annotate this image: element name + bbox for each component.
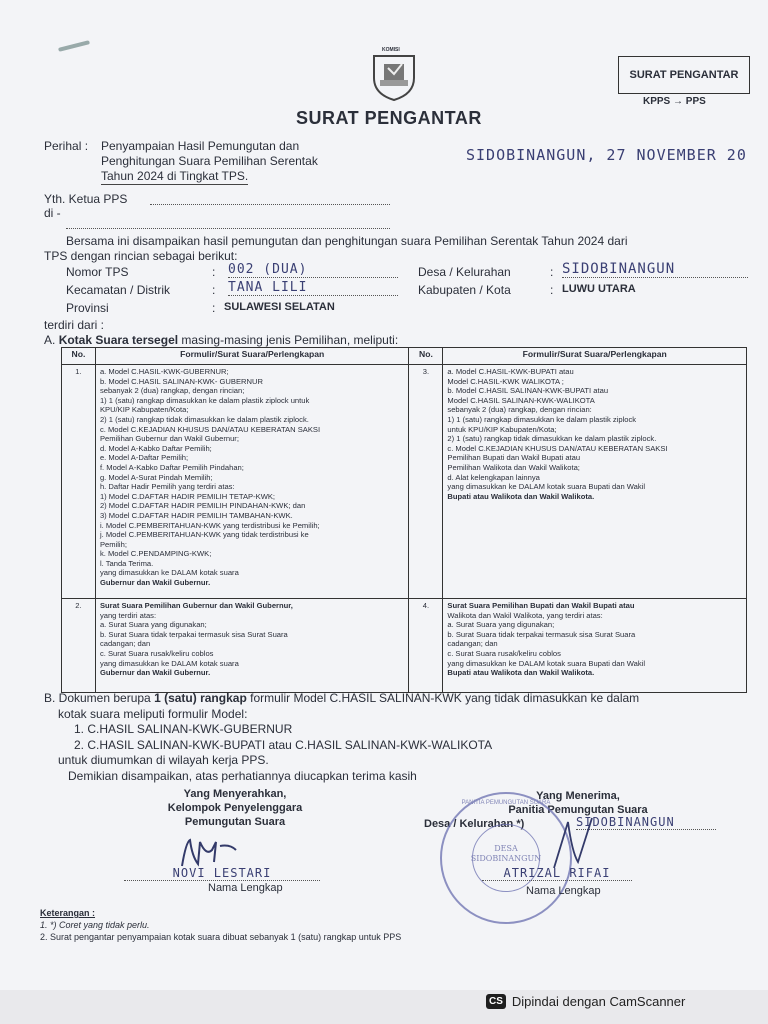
cell-line: yang dimasukkan ke DALAM kotak suara Bupati dan Wakil — [447, 482, 646, 492]
section-b-text-a: B. Dokumen berupa — [44, 691, 151, 705]
cell-line: a. Surat Suara yang digunakan; — [99, 620, 207, 630]
section-b-bold: 1 (satu) rangkap — [154, 691, 247, 705]
right-sign-caption: Nama Lengkap — [526, 885, 601, 897]
terdiri-label: terdiri dari : — [44, 318, 105, 332]
perihal-line-2: Penghitungan Suara Pemilihan Serentak — [101, 154, 318, 168]
header-form-1: Formulir/Surat Suara/Perlengkapan — [95, 348, 409, 365]
surat-pengantar-box — [618, 56, 750, 94]
table-row — [62, 599, 747, 693]
cell-line: g. Model A-Surat Pindah Memilih; — [99, 472, 213, 482]
left-sign-line-1: Yang Menyerahkan, — [183, 788, 287, 800]
stamp-inner-text — [462, 844, 550, 864]
header-form-2: Formulir/Surat Suara/Perlengkapan — [443, 348, 747, 365]
cell-line: e. Model A-Daftar Pemilih; — [99, 453, 189, 463]
desa-value: SIDOBINANGUN — [562, 261, 748, 278]
left-signature-block — [140, 787, 330, 829]
row1-no-right: 3. — [409, 365, 443, 599]
cell-line: Bupati atau Walikota dan Wakil Walikota. — [447, 491, 595, 501]
scanner-watermark — [486, 990, 685, 1012]
section-a-rest: masing-masing jenis Pemilihan, meliputi: — [181, 333, 399, 347]
cell-line: Pemilihan Bupati dan Wakil Bupati atau — [447, 453, 581, 463]
cell-line: sebanyak 2 (dua) rangkap, dengan rincian; — [99, 386, 245, 396]
perihal-label: Perihal : — [44, 139, 89, 153]
pen-mark — [58, 40, 90, 52]
cell-line: yang dimasukkan ke DALAM kotak suara Bupati dan Wakil — [447, 658, 646, 668]
desa-label: Desa / Kelurahan — [418, 265, 511, 279]
logo-text-top: KOMISI — [382, 47, 400, 53]
cell-line: d. Model A-Kabko Daftar Pemilih; — [99, 443, 212, 453]
cell-line: b. Model C.HASIL SALINAN-KWK-BUPATI atau — [447, 386, 609, 396]
cell-line: c. Model C.KEJADIAN KHUSUS DAN/ATAU KEBERATAN SAKSI — [447, 443, 668, 453]
row1-cell-left — [95, 365, 409, 599]
cell-line: a. Model C.HASIL-KWK-BUPATI atau — [447, 367, 574, 376]
page-title: SURAT PENGANTAR — [296, 108, 482, 128]
section-b-line-1 — [44, 691, 639, 707]
cell-line: i. Model C.PEMBERITAHUAN-KWK yang terdistribusi ke Pemilih; — [99, 520, 320, 530]
addressee-line-1 — [150, 204, 390, 205]
stamp-ring-text: PANITIA PEMUNGUTAN SUARA — [461, 800, 551, 806]
cell-line: yang dimasukkan ke DALAM kotak suara — [99, 658, 239, 668]
kecamatan-value: TANA LILI — [228, 280, 398, 296]
kabupaten-sep: : — [550, 283, 554, 297]
cell-line: l. Tanda Terima. — [99, 558, 154, 568]
cell-line: 1) 1 (satu) rangkap dimasukkan ke dalam plastik ziplock untuk — [99, 395, 310, 405]
section-a-bold: Kotak Suara tersegel — [58, 333, 179, 347]
cell-line: c. Model C.KEJADIAN KHUSUS DAN/ATAU KEBERATAN SAKSI — [99, 424, 321, 434]
cell-line: 1) 1 (satu) rangkap dimasukkan ke dalam plastik ziplock — [447, 414, 637, 424]
cell-line: Gubernur dan Wakil Gubernur. — [99, 668, 211, 678]
row2-no-left: 2. — [62, 599, 96, 693]
perihal-line-3: Tahun 2024 di Tingkat TPS. — [101, 169, 249, 183]
cell-line: h. Daftar Hadir Pemilih yang terdiri atas: — [99, 482, 235, 492]
cell-line: Model C.HASIL SALINAN-KWK-WALIKOTA — [447, 395, 595, 405]
provinsi-sep: : — [212, 301, 216, 315]
contents-table — [61, 347, 747, 693]
cell-line: Walikota dan Wakil Walikota, yang terdiri atas: — [447, 610, 603, 620]
cell-line: j. Model C.PEMBERITAHUAN-KWK yang tidak terdistribusi ke — [99, 530, 309, 540]
left-sign-name: NOVI LESTARI — [124, 866, 320, 881]
stamp-inner-line-1: DESA — [494, 844, 518, 853]
right-sign-line-1: Yang Menerima, — [536, 790, 620, 802]
cell-line: Pemilihan Gubernur dan Wakil Gubernur; — [99, 434, 239, 444]
box-label: SURAT PENGANTAR — [629, 69, 739, 81]
stamp-inner-line-2: SIDOBINANGUN — [470, 854, 542, 863]
right-sign-desa: SIDOBINANGUN — [576, 815, 716, 830]
cell-line: 2) Model C.DAFTAR HADIR PEMILIH PINDAHAN-KWK; dan — [99, 501, 306, 511]
keterangan-note-2: 2. Surat pengantar penyampaian kotak suara dibuat sebanyak 1 (satu) rangkap untuk PPS — [40, 932, 402, 942]
left-sign-line-2: Kelompok Penyelenggara — [167, 802, 303, 814]
cell-line: b. Surat Suara tidak terpakai termasuk sisa Surat Suara — [99, 629, 288, 639]
cell-line: a. Model C.HASIL-KWK-GUBERNUR; — [99, 367, 229, 376]
right-signature-scribble — [548, 812, 598, 872]
addressee-di: di - — [44, 206, 61, 220]
left-sign-caption: Nama Lengkap — [208, 882, 283, 894]
section-b-text-b: formulir Model C.HASIL SALINAN-KWK yang tidak dimasukkan ke dalam — [250, 691, 640, 705]
cell-line: KPU/KIP Kabupaten/Kota; — [99, 405, 189, 415]
table-header-row — [62, 348, 747, 365]
section-a-prefix: A. — [44, 333, 56, 347]
kecamatan-label: Kecamatan / Distrik — [66, 283, 171, 297]
perihal-line-1: Penyampaian Hasil Pemungutan dan — [101, 139, 300, 153]
cell-line: 1) Model C.DAFTAR HADIR PEMILIH TETAP-KWK; — [99, 491, 276, 501]
cell-line: Gubernur dan Wakil Gubernur. — [99, 578, 211, 588]
section-b-item-2: 2. C.HASIL SALINAN-KWK-BUPATI atau C.HASIL SALINAN-KWK-WALIKOTA — [74, 737, 493, 752]
kecamatan-sep: : — [212, 283, 216, 297]
cell-line: Surat Suara Pemilihan Bupati dan Wakil Bupati atau — [447, 601, 635, 610]
kabupaten-value: LUWU UTARA — [562, 283, 636, 295]
cell-line: c. Surat Suara rusak/keliru coblos — [99, 648, 214, 658]
cell-line: b. Model C.HASIL SALINAN-KWK- GUBERNUR — [99, 376, 263, 386]
section-a-heading — [44, 333, 398, 347]
row1-cell-right — [443, 365, 747, 599]
desa-sep: : — [550, 265, 554, 279]
left-signature-scribble — [176, 836, 246, 870]
kabupaten-label: Kabupaten / Kota — [418, 283, 511, 297]
cell-line: b. Surat Suara tidak terpakai termasuk sisa Surat Suara — [447, 629, 636, 639]
header-no-1: No. — [62, 348, 96, 365]
cell-line: cadangan; dan — [447, 639, 498, 649]
cell-line: untuk KPU/KIP Kabupaten/Kota; — [447, 424, 557, 434]
cell-line: c. Surat Suara rusak/keliru coblos — [447, 648, 561, 658]
row2-no-right: 4. — [409, 599, 443, 693]
cell-line: cadangan; dan — [99, 639, 151, 649]
section-b — [44, 691, 639, 784]
keterangan-note-1: 1. *) Coret yang tidak perlu. — [40, 920, 150, 930]
cell-line: f. Model A-Kabko Daftar Pemilih Pindahan; — [99, 462, 244, 472]
cell-line: d. Alat kelengkapan lainnya — [447, 472, 540, 482]
nomor-tps-value: 002 (DUA) — [228, 262, 398, 278]
cell-line: 2) 1 (satu) rangkap tidak dimasukkan ke dalam plastik ziplock. — [99, 414, 309, 424]
right-sign-name: ATRIZAL RIFAI — [482, 866, 632, 881]
cell-line: yang terdiri atas: — [99, 610, 157, 620]
header-no-2: No. — [409, 348, 443, 365]
closing-text: Demikian disampaikan, atas perhatiannya diucapkan terima kasih — [68, 768, 417, 783]
cell-line: yang dimasukkan ke DALAM kotak suara — [99, 568, 239, 578]
kpu-logo — [368, 44, 420, 102]
right-sign-line-2: Panitia Pemungutan Suara — [508, 804, 648, 816]
intro-line-2: TPS dengan rincian sebagai berikut: — [44, 249, 238, 263]
camscanner-logo: CS — [486, 994, 506, 1009]
table-row — [62, 365, 747, 599]
cell-line: Surat Suara Pemilihan Gubernur dan Wakil Gubernur, — [99, 601, 293, 610]
addressee-yth: Yth. Ketua PPS — [44, 192, 128, 206]
cell-line: Bupati atau Walikota dan Wakil Walikota. — [447, 668, 595, 678]
provinsi-value: SULAWESI SELATAN — [224, 301, 335, 313]
cell-line: k. Model C.PENDAMPING-KWK; — [99, 549, 212, 559]
row2-cell-left — [95, 599, 409, 693]
provinsi-label: Provinsi — [66, 301, 109, 315]
cell-line: Pemilihan Walikota dan Wakil Walikota; — [447, 462, 580, 472]
keterangan — [40, 907, 401, 943]
perihal-text — [101, 139, 318, 185]
scanner-text: Dipindai dengan CamScanner — [511, 993, 686, 1009]
section-b-line-3: untuk diumumkan di wilayah kerja PPS. — [58, 753, 269, 767]
cell-line: sebanyak 2 (dua) rangkap, dengan rincian: — [447, 405, 592, 415]
addressee-line-2 — [66, 228, 390, 229]
cell-line: 2) 1 (satu) rangkap tidak dimasukkan ke dalam plastik ziplock. — [447, 434, 657, 444]
place-date: SIDOBINANGUN, 27 NOVEMBER 20 — [466, 146, 747, 164]
cell-line: a. Surat Suara yang digunakan; — [447, 620, 555, 630]
nomor-tps-label: Nomor TPS — [66, 265, 129, 279]
intro-line-1: Bersama ini disampaikan hasil pemungutan dan penghitungan suara Pemilihan Serentak Tahun 2024 dari — [66, 234, 628, 248]
keterangan-title: Keterangan : — [40, 908, 96, 918]
row2-cell-right — [443, 599, 747, 693]
intro-text — [44, 234, 628, 264]
cell-line: Model C.HASIL-KWK WALIKOTA ; — [447, 376, 564, 386]
left-sign-line-3: Pemungutan Suara — [184, 816, 286, 828]
route-label: KPPS → PPS — [643, 96, 706, 107]
section-b-line-2: kotak suara meliputi formulir Model: — [58, 706, 248, 721]
section-b-item-1: 1. C.HASIL SALINAN-KWK-GUBERNUR — [74, 722, 293, 736]
right-sign-line-3: Desa / Kelurahan *) — [424, 818, 525, 830]
cell-line: Pemilih; — [99, 539, 127, 549]
row1-no-left: 1. — [62, 365, 96, 599]
cell-line: 3) Model C.DAFTAR HADIR PEMILIH TAMBAHAN-KWK. — [99, 510, 293, 520]
nomor-tps-sep: : — [212, 265, 216, 279]
